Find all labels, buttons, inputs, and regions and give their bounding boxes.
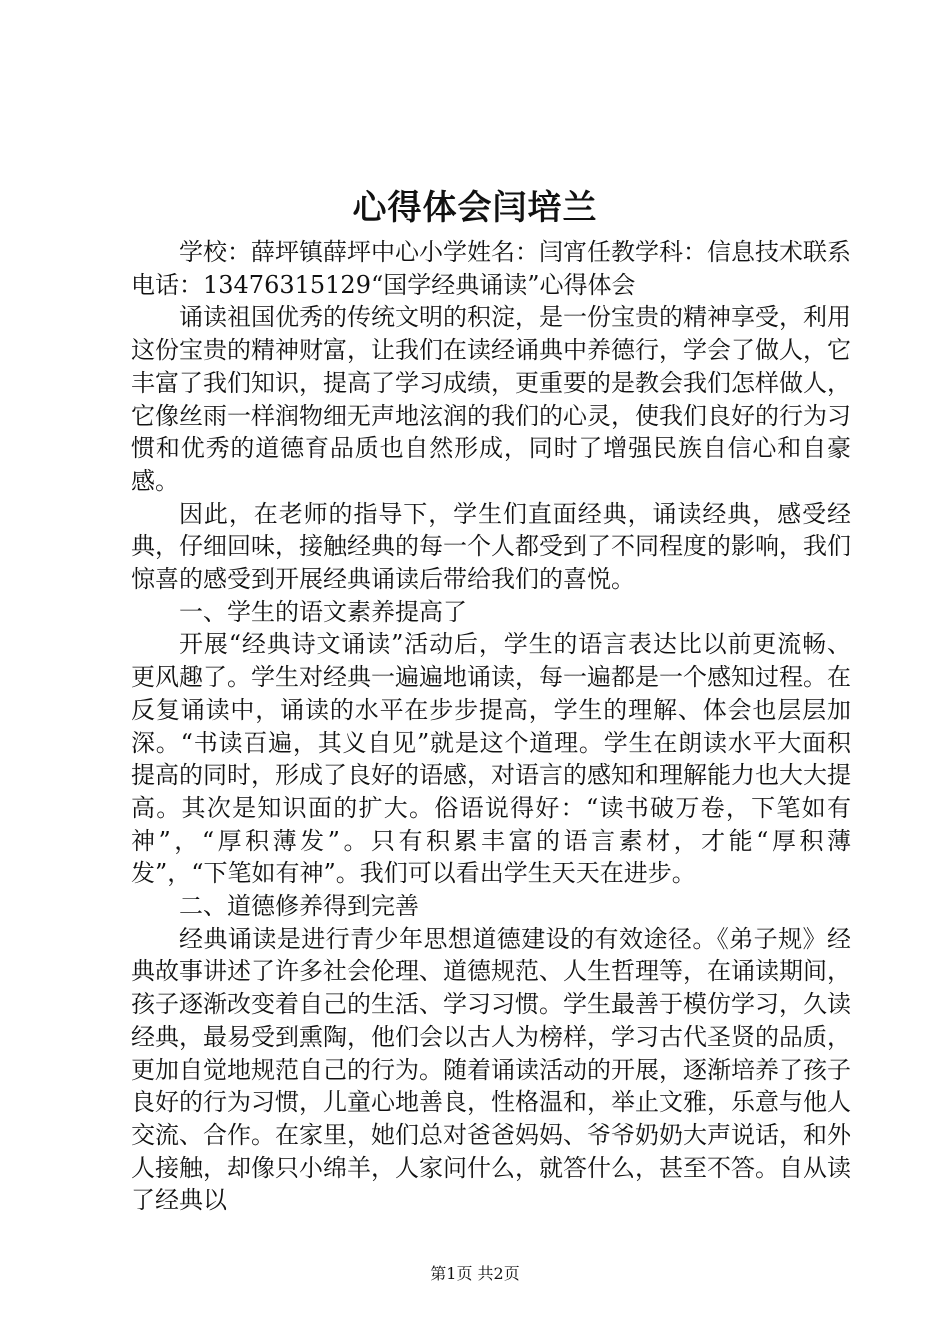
body-paragraph: 诵读祖国优秀的传统文明的积淀，是一份宝贵的精神享受，利用这份宝贵的精神财富，让我们在读经诵典中养德行，学会了做人，它丰富了我们知识，提高了学习成绩，更重要的是教会我们怎样做人，它像丝雨一样润物细无声地泫润的我们的心灵，使我们良好的行为习惯和优秀的道德育品质也自然形成，同时了增强民族自信心和自豪感。: [131, 303, 851, 495]
page-number-footer: 第1页 共2页: [430, 1264, 520, 1283]
document-title: 心得体会闫培兰: [352, 188, 598, 228]
section-heading: 二、道德修养得到完善: [179, 892, 419, 921]
body-paragraph: 经典诵读是进行青少年思想道德建设的有效途径。《弟子规》经典故事讲述了许多社会伦理、道德规范、人生哲理等，在诵读期间，孩子逐渐改变着自己的生活、学习习惯。学生最善于模仿学习，久读经典，最易受到熏陶，他们会以古人为榜样，学习古代圣贤的品质，更加自觉地规范自己的行为。随着诵读活动的开展，逐渐培养了孩子良好的行为习惯，儿童心地善良，性格温和，举止文雅，乐意与他人交流、合作。在家里，她们总对爸爸妈妈、爷爷奶奶大声说话，和外人接触，却像只小绵羊，人家问什么，就答什么，甚至不答。自从读了经典以: [131, 924, 851, 1215]
section-heading: 一、学生的语文素养提高了: [179, 597, 467, 626]
info-paragraph: 学校：薛坪镇薛坪中心小学姓名：闫宵任教学科：信息技术联系电话：13476315129“国学经典诵读”心得体会: [131, 238, 851, 299]
body-paragraph: 因此，在老师的指导下，学生们直面经典，诵读经典，感受经典，仔细回味，接触经典的每一个人都受到了不同程度的影响，我们惊喜的感受到开展经典诵读后带给我们的喜悦。: [131, 499, 851, 594]
document-body: [131, 236, 851, 1217]
body-paragraph: 开展“经典诗文诵读”活动后，学生的语言表达比以前更流畅、更风趣了。学生对经典一遍遍地诵读，每一遍都是一个感知过程。在反复诵读中，诵读的水平在步步提高，学生的理解、体会也层层加深。“书读百遍，其义自见”就是这个道理。学生在朗读水平大面积提高的同时，形成了良好的语感，对语言的感知和理解能力也大大提高。其次是知识面的扩大。俗语说得好：“读书破万卷，下笔如有神”，“厚积薄发”。只有积累丰富的语言素材，才能“厚积薄发”，“下笔如有神”。我们可以看出学生天天在进步。: [131, 630, 851, 888]
